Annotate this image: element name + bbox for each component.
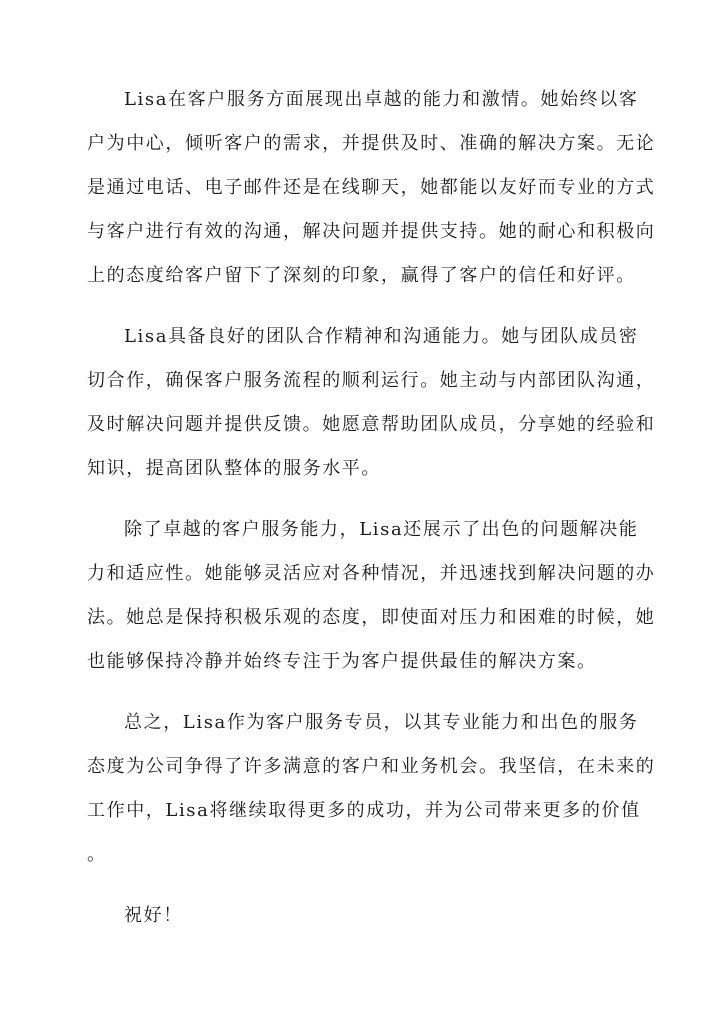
- text-line: Lisa具备良好的团队合作精神和沟通能力。她与团队成员密: [124, 326, 639, 347]
- letter-body: [87, 78, 656, 955]
- text-line: 户为中心，倾听客户的需求，并提供及时、准确的解决方案。无论: [87, 133, 656, 154]
- text-line: 工作中，Lisa将继续取得更多的成功，并为公司带来更多的价值: [87, 800, 641, 821]
- text-line: 与客户进行有效的沟通，解决问题并提供支持。她的耐心和积极向: [87, 221, 656, 242]
- text-line: 也能够保持冷静并始终专注于为客户提供最佳的解决方案。: [87, 651, 597, 672]
- text-line: 知识，提高团队整体的服务水平。: [87, 458, 381, 479]
- text-line: 力和适应性。她能够灵活应对各种情况，并迅速找到解决问题的办: [87, 563, 656, 584]
- text-line: 是通过电话、电子邮件还是在线聊天，她都能以友好而专业的方式: [87, 177, 656, 198]
- paragraph-customer-service: [87, 78, 656, 298]
- closing-salutation: [87, 894, 635, 938]
- text-line: 态度为公司争得了许多满意的客户和业务机会。我坚信，在未来的: [87, 756, 656, 777]
- text-line: 及时解决问题并提供反馈。她愿意帮助团队成员，分享她的经验和: [87, 414, 656, 435]
- text-line: 法。她总是保持积极乐观的态度，即使面对压力和困难的时候，她: [87, 607, 656, 628]
- paragraph-conclusion: [87, 701, 656, 877]
- text-line: 上的态度给客户留下了深刻的印象，赢得了客户的信任和好评。: [87, 265, 636, 286]
- text-line: 祝好！: [124, 905, 183, 926]
- text-line: 切合作，确保客户服务流程的顺利运行。她主动与内部团队沟通，: [87, 370, 656, 391]
- text-line: Lisa在客户服务方面展现出卓越的能力和激情。她始终以客: [124, 89, 639, 110]
- text-line: 除了卓越的客户服务能力，Lisa还展示了出色的问题解决能: [124, 519, 639, 540]
- paragraph-teamwork: [87, 315, 656, 491]
- text-line: 。: [87, 844, 107, 865]
- text-line: 总之，Lisa作为客户服务专员，以其专业能力和出色的服务: [124, 712, 639, 733]
- paragraph-problem-solving: [87, 508, 656, 684]
